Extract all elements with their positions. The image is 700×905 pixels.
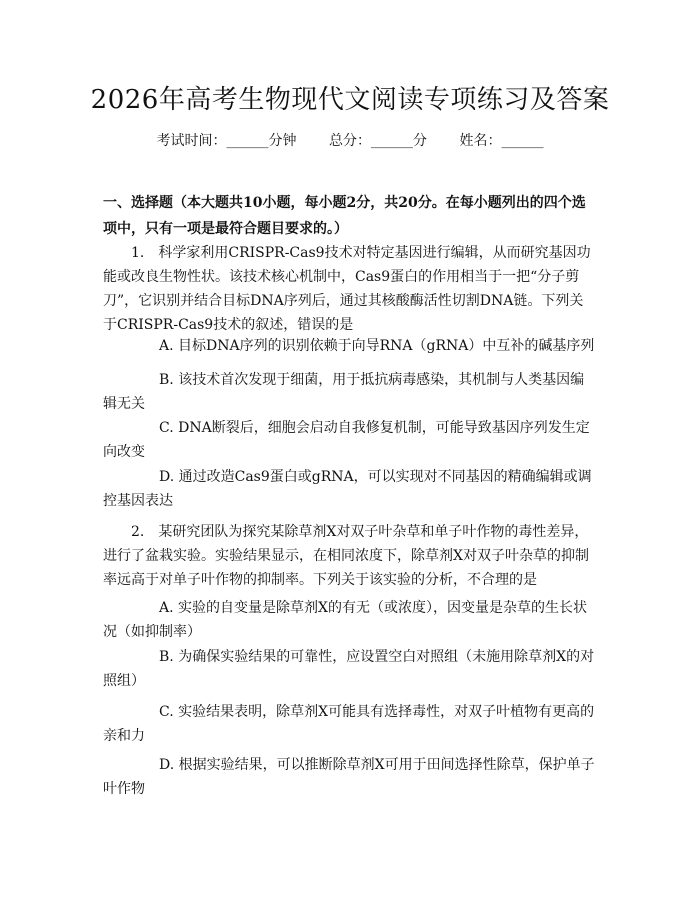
question-1-option-c: C. DNA断裂后，细胞会启动自我修复机制，可能导致基因序列发生定向改变 <box>103 420 590 460</box>
question-2-stem: 2. 某研究团队为探究某除草剂X对双子叶杂草和单子叶作物的毒性差异，进行了盆栽实验。实验结果显示，在相同浓度下，除草剂X对双子叶杂草的抑制率远高于对单子叶作物的抑制率。下列关于该实验的分析，不合理的是 <box>103 524 589 588</box>
question-1-option-d: D. 通过改造Cas9蛋白或gRNA，可以实现对不同基因的精确编辑或调控基因表达 <box>103 469 592 509</box>
exam-meta-line <box>0 131 700 151</box>
question-2-option-b: B. 为确保实验结果的可靠性，应设置空白对照组（未施用除草剂X的对照组） <box>103 649 595 689</box>
total-score-field: 总分：______分 <box>329 133 427 149</box>
question-2-option-a: A. 实验的自变量是除草剂X的有无（或浓度），因变量是杂草的生长状况（如抑制率） <box>103 600 587 640</box>
section-heading: 一、选择题（本大题共10小题，每小题2分，共20分。在每小题列出的四个选项中，只有一项是最符合题目要求的。） <box>103 195 586 237</box>
question-1-option-b: B. 该技术首次发现于细菌，用于抵抗病毒感染，其机制与人类基因编辑无关 <box>103 372 585 412</box>
question-2-option-c: C. 实验结果表明，除草剂X可能具有选择毒性，对双子叶植物有更高的亲和力 <box>103 704 595 744</box>
student-name-field: 姓名：______ <box>459 133 544 149</box>
exam-time-field: 考试时间：______分钟 <box>156 133 297 149</box>
question-2-option-d: D. 根据实验结果，可以推断除草剂X可用于田间选择性除草，保护单子叶作物 <box>103 757 595 797</box>
document-title: 2026年高考生物现代文阅读专项练习及答案 <box>90 85 610 115</box>
question-1-stem: 1. 科学家利用CRISPR-Cas9技术对特定基因进行编辑，从而研究基因功能或改良生物性状。该技术核心机制中，Cas9蛋白的作用相当于一把“分子剪刀”，它识别并结合目标DNA序列后，通过其核酸酶活性切割DNA链。下列关于CRISPR-Cas9技术的叙述，错误的是 <box>103 245 591 333</box>
question-1-option-a: A. 目标DNA序列的识别依赖于向导RNA（gRNA）中互补的碱基序列 <box>159 338 595 354</box>
